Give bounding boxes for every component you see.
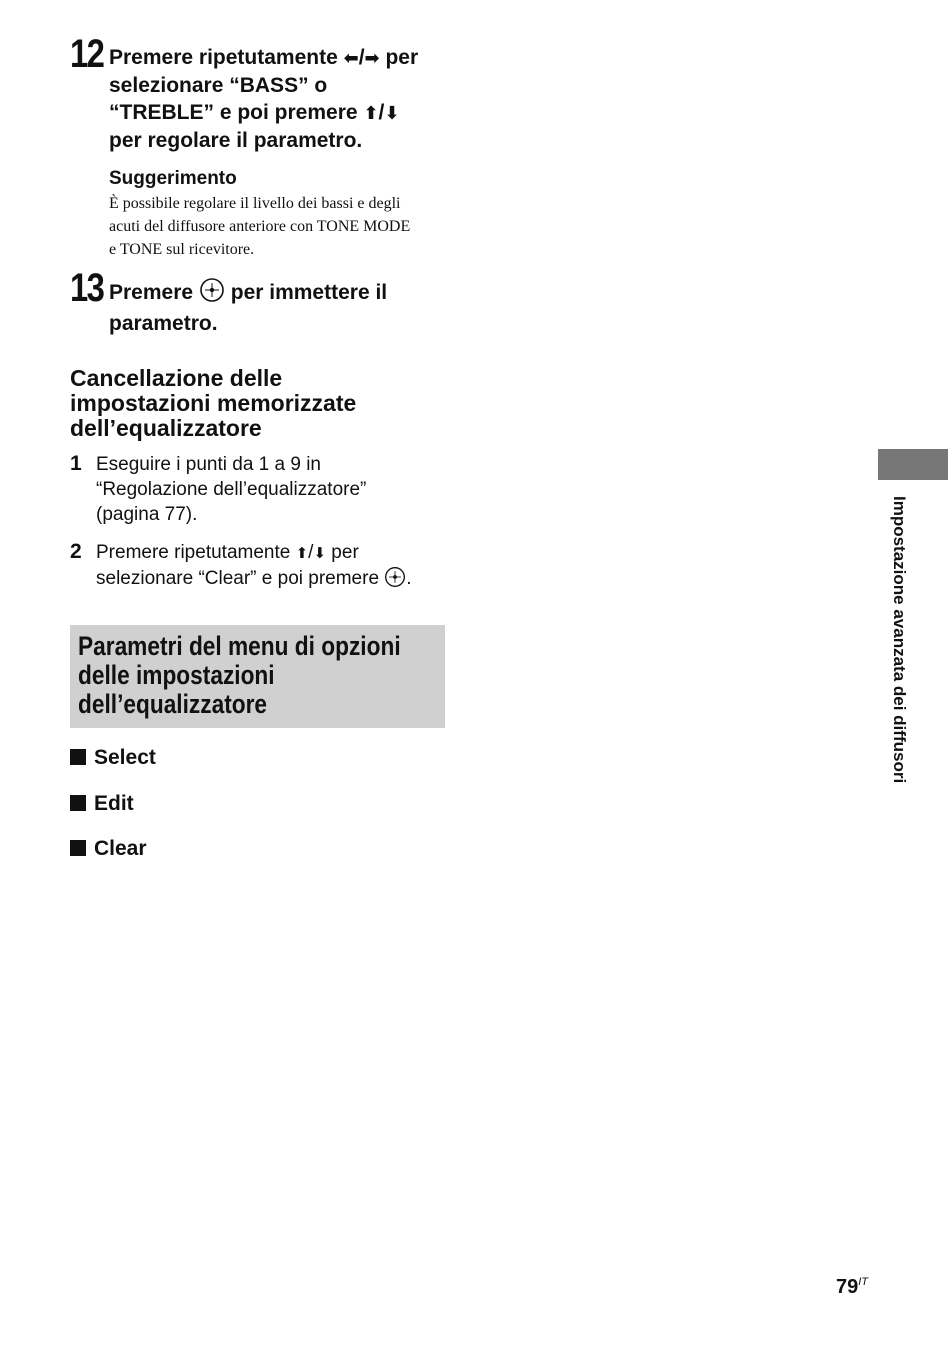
slash: / bbox=[358, 46, 365, 69]
step-13-line: per immettere il bbox=[224, 281, 388, 304]
step-12-line: Premere ripetutamente bbox=[109, 46, 344, 69]
down-arrow-icon: ⬇ bbox=[384, 103, 400, 123]
tip-title: Suggerimento bbox=[109, 168, 237, 189]
gray-heading-line: delle impostazioni bbox=[78, 660, 275, 690]
heading-line: dell’equalizzatore bbox=[70, 415, 262, 441]
page-number bbox=[836, 1276, 868, 1299]
gray-heading-line: Parametri del menu di opzioni bbox=[78, 631, 401, 661]
param-clear bbox=[70, 836, 147, 862]
step-13-text bbox=[109, 277, 454, 337]
square-bullet-icon bbox=[70, 795, 86, 811]
gray-heading-line: dell’equalizzatore bbox=[78, 689, 268, 719]
tip-line: acuti del diffusore anteriore con TONE MODE bbox=[109, 218, 411, 235]
section-tab-marker bbox=[878, 449, 948, 480]
step-number-12: 12 bbox=[70, 32, 104, 76]
heading-line: Cancellazione delle bbox=[70, 365, 283, 391]
up-arrow-icon: ⬆ bbox=[363, 103, 379, 123]
step-12-line: per regolare il parametro. bbox=[109, 129, 363, 152]
param-label: Clear bbox=[94, 837, 147, 860]
page-number-value: 79 bbox=[836, 1276, 859, 1298]
list-number-2: 2 bbox=[70, 540, 82, 563]
list-line: . bbox=[406, 568, 412, 589]
list-line: per bbox=[326, 542, 359, 563]
step-13-line: Premere bbox=[109, 281, 199, 304]
list-line: “Regolazione dell’equalizzatore” bbox=[96, 479, 367, 500]
list-line: selezionare “Clear” e poi premere bbox=[96, 568, 385, 589]
square-bullet-icon bbox=[70, 840, 86, 856]
list-line: Eseguire i punti da 1 a 9 in bbox=[96, 454, 321, 475]
enter-button-icon bbox=[384, 566, 406, 595]
list-number-1: 1 bbox=[70, 452, 82, 475]
heading-line: impostazioni memorizzate bbox=[70, 390, 357, 416]
param-label: Edit bbox=[94, 792, 134, 815]
page-language-code: IT bbox=[858, 1276, 869, 1288]
tip-body bbox=[109, 192, 454, 261]
step-13-line: parametro. bbox=[109, 312, 218, 335]
section-heading bbox=[70, 366, 460, 441]
step-number-13: 13 bbox=[70, 266, 104, 310]
step-12-line: “TREBLE” e poi premere bbox=[109, 101, 364, 124]
side-tab-label: Impostazione avanzata dei diffusori bbox=[890, 496, 909, 784]
gray-heading-title bbox=[78, 632, 401, 719]
list-line: (pagina 77). bbox=[96, 504, 198, 525]
gray-heading-box bbox=[70, 625, 445, 728]
right-arrow-icon: ➡ bbox=[364, 48, 380, 68]
left-arrow-icon: ⬅ bbox=[343, 48, 359, 68]
param-select bbox=[70, 745, 156, 771]
list-item-2 bbox=[96, 540, 476, 595]
list-item-1 bbox=[96, 452, 456, 527]
param-label: Select bbox=[94, 746, 156, 769]
tip-line: È possibile regolare il livello dei bassi e degli bbox=[109, 195, 401, 212]
step-12-line: selezionare “BASS” o bbox=[109, 74, 328, 97]
enter-button-icon bbox=[199, 277, 225, 310]
step-12-line: per bbox=[379, 46, 419, 69]
tip-line: e TONE sul ricevitore. bbox=[109, 241, 255, 258]
slash: / bbox=[308, 542, 314, 563]
param-edit bbox=[70, 791, 134, 817]
step-12-text bbox=[109, 44, 454, 154]
down-arrow-icon: ⬇ bbox=[313, 545, 327, 562]
slash: / bbox=[378, 101, 385, 124]
up-arrow-icon: ⬆ bbox=[295, 545, 309, 562]
list-line: Premere ripetutamente bbox=[96, 542, 296, 563]
square-bullet-icon bbox=[70, 749, 86, 765]
